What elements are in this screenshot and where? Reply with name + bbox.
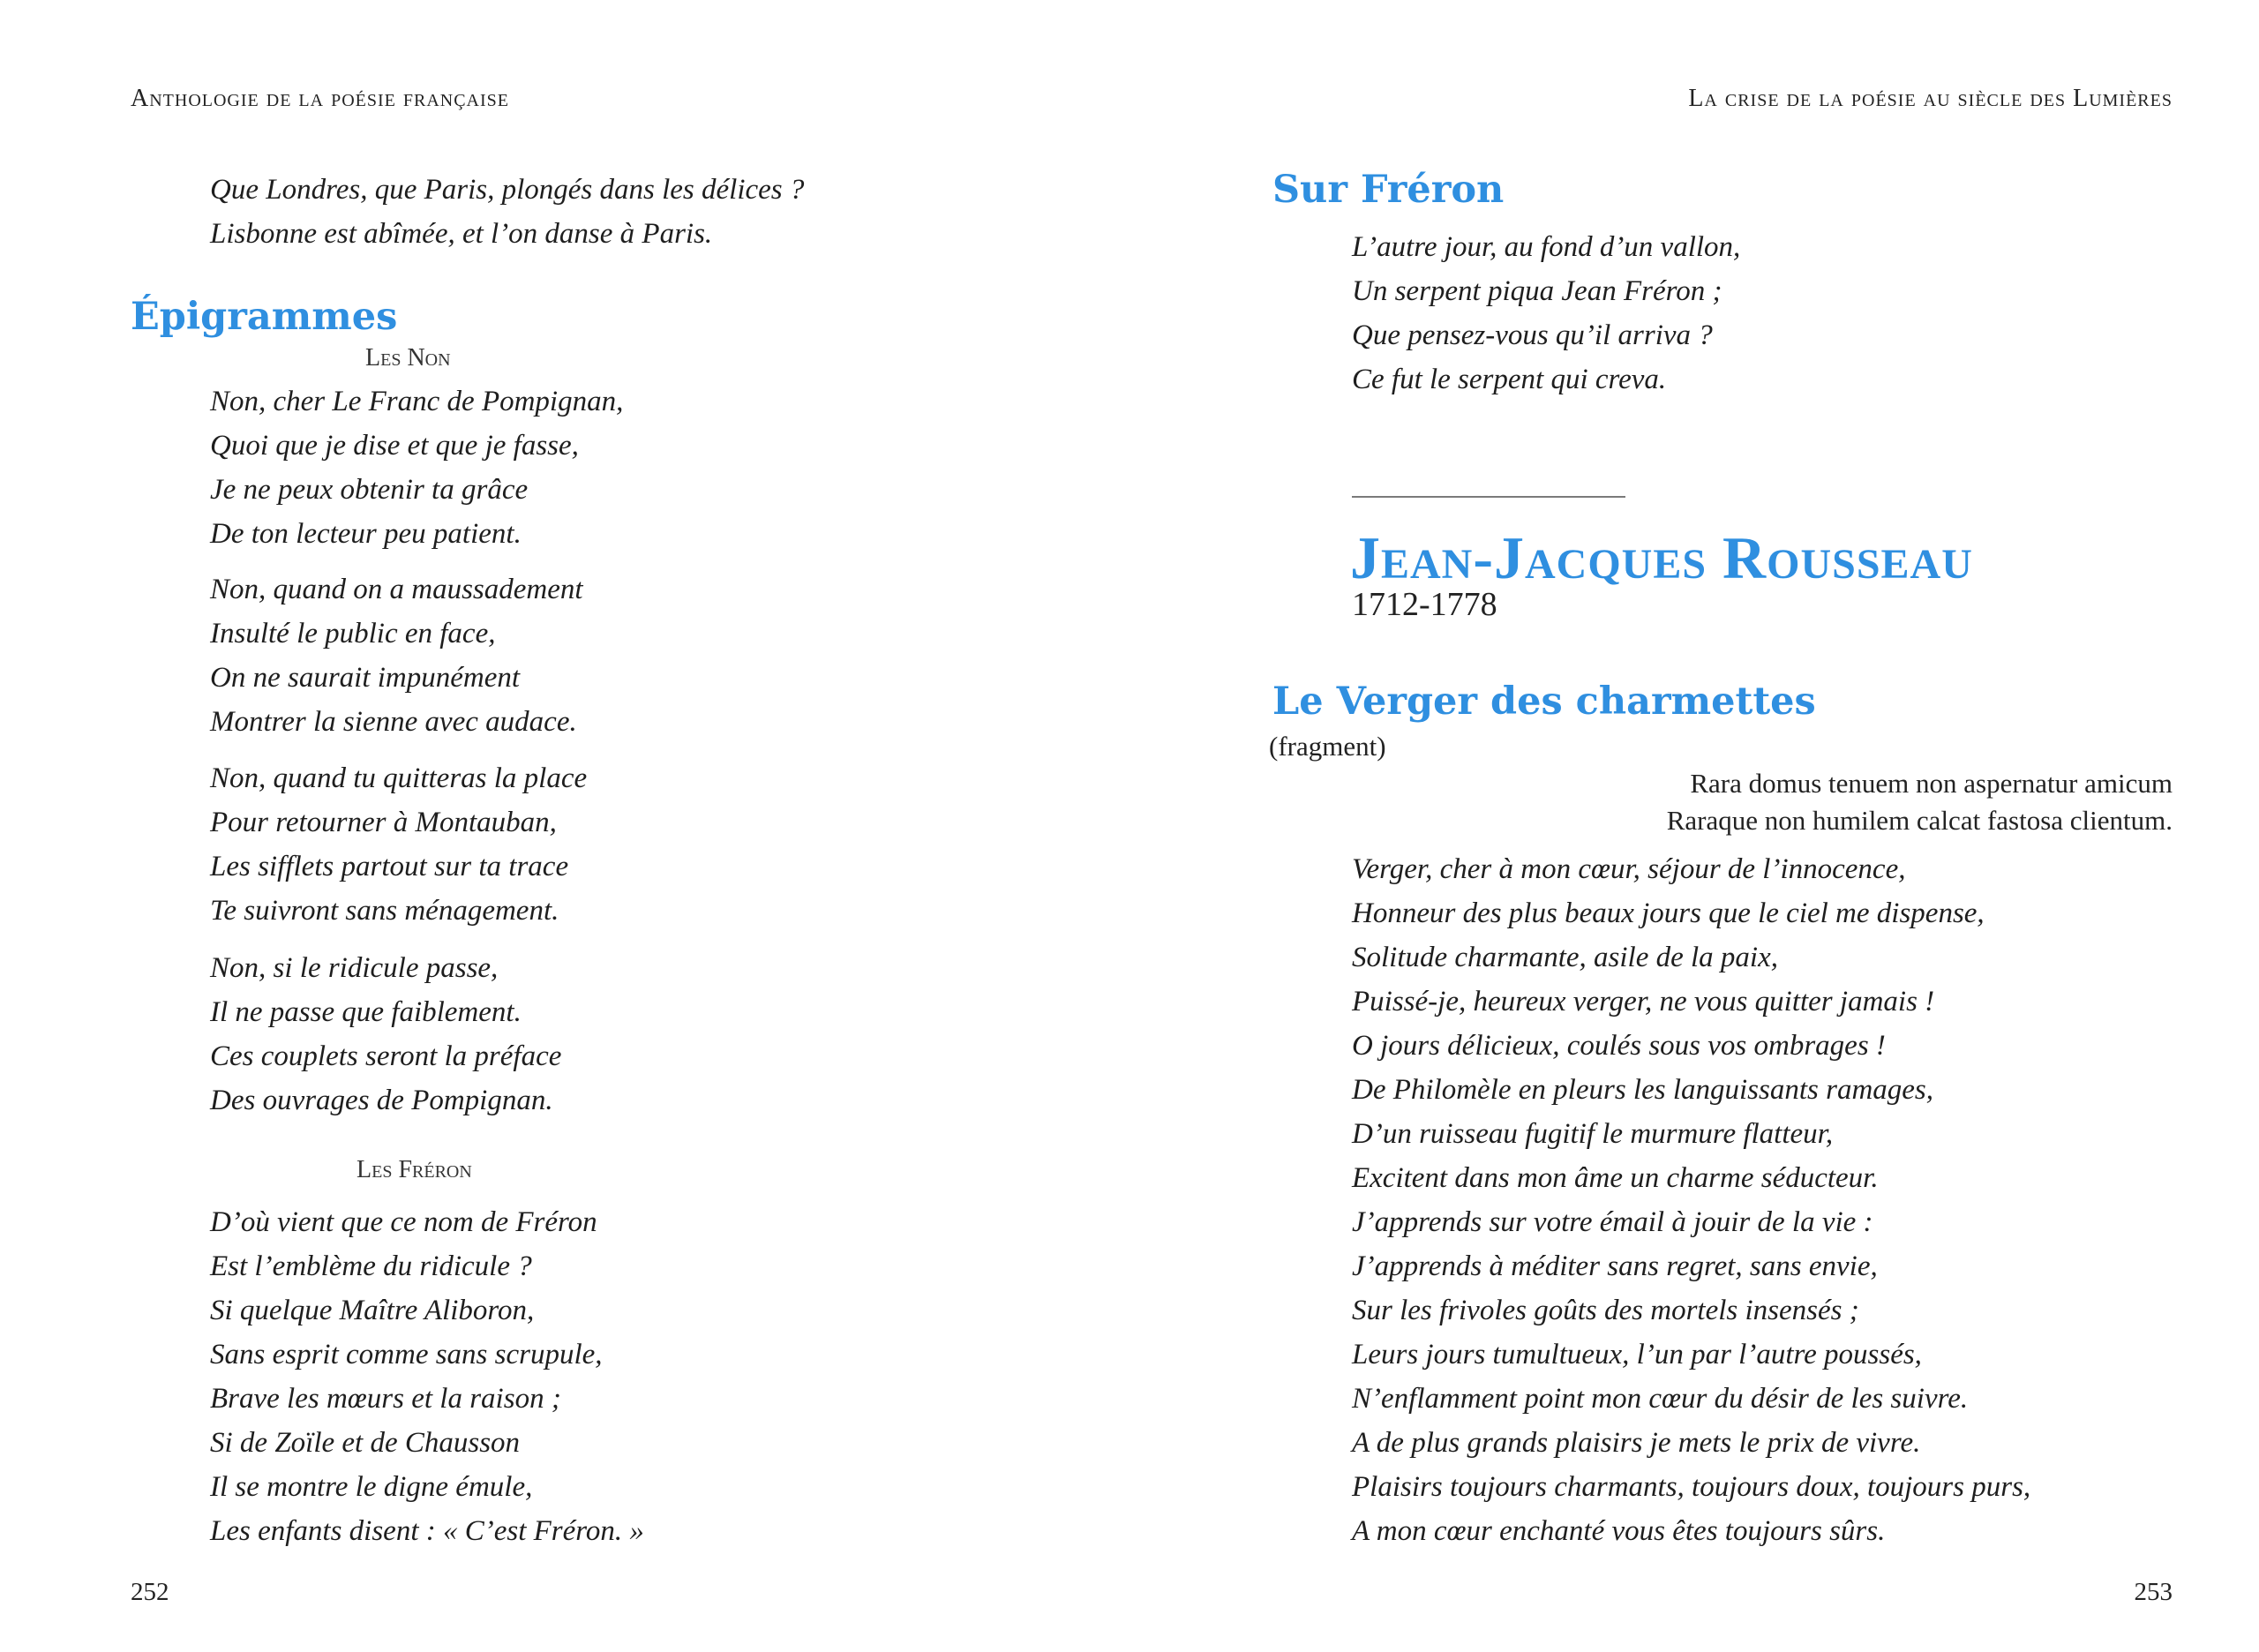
verse-line: Sans esprit comme sans scrupule, [210, 1339, 603, 1370]
verse-line: Brave les mœurs et la raison ; [210, 1383, 561, 1415]
verse-line: Montrer la sienne avec audace. [210, 706, 577, 738]
verse-line: D’un ruisseau fugitif le murmure flatteur, [1352, 1118, 1834, 1150]
author-name: Jean-Jacques Rousseau [1350, 524, 1973, 591]
verse-line: Non, quand on a maussadement [210, 574, 583, 605]
stanza-verger [1352, 847, 2030, 1553]
epigraph [1667, 765, 2173, 839]
verse-line: J’apprends sur votre émail à jouir de la vie : [1352, 1206, 1873, 1238]
verse-line: Non, quand tu quitteras la place [210, 762, 588, 794]
verse-line: Honneur des plus beaux jours que le ciel me dispense, [1352, 897, 1985, 929]
verse-line: Non, cher Le Franc de Pompignan, [210, 386, 624, 417]
stanza-2 [210, 567, 583, 744]
verse-line: Sur les frivoles goûts des mortels insensés ; [1352, 1295, 1859, 1326]
verse-line: A mon cœur enchanté vous êtes toujours sûrs. [1352, 1515, 1886, 1547]
verse-line: Est l’emblème du ridicule ? [210, 1250, 532, 1282]
verse-line: Verger, cher à mon cœur, séjour de l’innocence, [1352, 853, 1906, 885]
verse-line: Te suivront sans ménagement. [210, 895, 559, 927]
poem-title-epigrammes: Épigrammes [131, 295, 398, 339]
stanza-3 [210, 756, 587, 933]
author-dates: 1712-1778 [1352, 586, 1497, 623]
verse-line: L’autre jour, au fond d’un vallon, [1352, 231, 1741, 263]
verse-line: De ton lecteur peu patient. [210, 518, 522, 550]
verse-line: Si de Zoïle et de Chausson [210, 1427, 521, 1459]
verse-line: Un serpent piqua Jean Fréron ; [1352, 275, 1722, 307]
verse-line: Il ne passe que faiblement. [210, 996, 522, 1028]
verse-line: Il se montre le digne émule, [210, 1471, 533, 1503]
verse-line: N’enflamment point mon cœur du désir de les suivre. [1352, 1383, 1969, 1415]
poem-subtitle: (fragment) [1269, 731, 1386, 762]
verse-line: Ces couplets seront la préface [210, 1040, 562, 1072]
stanza-sur-freron [1352, 225, 1740, 402]
verse-line: Excitent dans mon âme un charme séducteur. [1352, 1162, 1879, 1194]
poem-title-verger: Le Verger des charmettes [1272, 680, 1816, 724]
section-heading-les-freron: Les Fréron [356, 1156, 472, 1183]
right-page [1130, 0, 2259, 1652]
verse-line: De Philomèle en pleurs les languissants ramages, [1352, 1074, 1934, 1106]
stanza-4 [210, 946, 561, 1123]
epigraph-line: Raraque non humilem calcat fastosa clientum. [1666, 805, 2173, 836]
verse-line: Leurs jours tumultueux, l’un par l’autre poussés, [1352, 1339, 1922, 1370]
verse-line: Non, si le ridicule passe, [210, 952, 499, 984]
verse-line: Ce fut le serpent qui creva. [1352, 364, 1667, 395]
verse-line: Solitude charmante, asile de la paix, [1352, 942, 1778, 973]
verse-line: Insulté le public en face, [210, 618, 496, 650]
verse-line: Les enfants disent : « C’est Fréron. » [210, 1515, 644, 1547]
running-head-left: Anthologie de la poésie française [131, 85, 509, 112]
verse-line: Lisbonne est abîmée, et l’on danse à Paris. [210, 218, 713, 250]
verse-line: Je ne peux obtenir ta grâce [210, 474, 529, 506]
verse-line: A de plus grands plaisirs je mets le prix de vivre. [1352, 1427, 1921, 1459]
stanza-freron [210, 1200, 644, 1553]
page-number-right: 253 [2134, 1578, 2173, 1606]
stanza-1 [210, 379, 623, 556]
verse-line: Des ouvrages de Pompignan. [210, 1085, 553, 1116]
running-head-right: La crise de la poésie au siècle des Lumières [1688, 85, 2173, 112]
verse-line: Que Londres, que Paris, plongés dans les délices ? [210, 174, 805, 206]
poem-title-sur-freron: Sur Fréron [1272, 168, 1505, 212]
verse-line: D’où vient que ce nom de Fréron [210, 1206, 597, 1238]
verse-line: Si quelque Maître Aliboron, [210, 1295, 535, 1326]
continuation-verses [210, 168, 804, 256]
verse-line: Quoi que je dise et que je fasse, [210, 430, 579, 462]
section-heading-les-non: Les Non [365, 344, 451, 372]
verse-line: On ne saurait impunément [210, 662, 521, 694]
verse-line: Puissé-je, heureux verger, ne vous quitter jamais ! [1352, 986, 1935, 1017]
verse-line: O jours délicieux, coulés sous vos ombrages ! [1352, 1030, 1886, 1062]
verse-line: Plaisirs toujours charmants, toujours doux, toujours purs, [1352, 1471, 2031, 1503]
page-number-left: 252 [131, 1578, 169, 1606]
verse-line: Les sifflets partout sur ta trace [210, 851, 569, 882]
verse-line: Que pensez-vous qu’il arriva ? [1352, 319, 1713, 351]
epigraph-line: Rara domus tenuem non aspernatur amicum [1690, 768, 2173, 799]
verse-line: J’apprends à méditer sans regret, sans envie, [1352, 1250, 1878, 1282]
section-rule [1352, 496, 1625, 498]
verse-line: Pour retourner à Montauban, [210, 807, 557, 838]
